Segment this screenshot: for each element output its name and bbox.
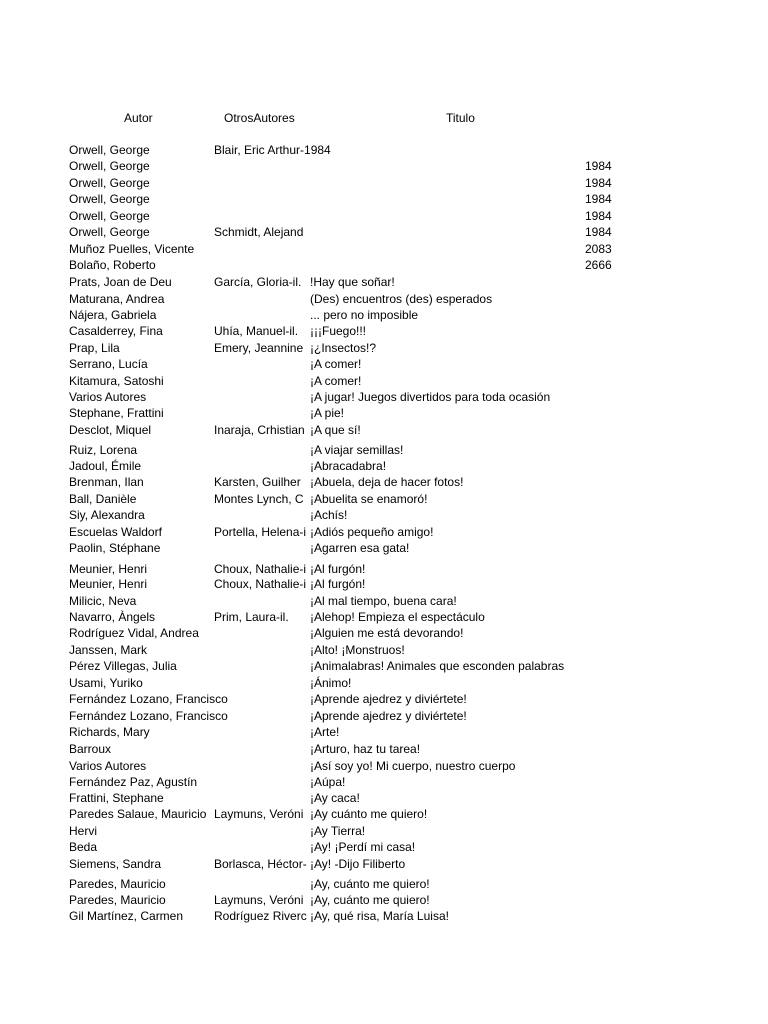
header-otros-autores: OtrosAutores — [224, 111, 295, 125]
cell-numero — [585, 876, 625, 892]
cell-numero — [585, 422, 625, 438]
cell-numero — [585, 576, 625, 592]
cell-autor: Hervi — [69, 824, 98, 838]
cell-otros-autores — [214, 158, 310, 174]
cell-titulo: !Hay que soñar! — [310, 275, 395, 289]
cell-autor: Beda — [69, 840, 98, 854]
cell-numero: 2083 — [585, 242, 612, 256]
cell-numero — [585, 708, 625, 724]
cell-autor: Rodríguez Vidal, Andrea — [69, 626, 199, 640]
cell-titulo: ... pero no imposible — [310, 308, 419, 322]
cell-autor: Orwell, George — [69, 225, 150, 239]
table-row — [0, 422, 768, 438]
cell-titulo: ¡Al furgón! — [310, 577, 366, 591]
cell-numero — [585, 389, 625, 405]
cell-autor: Kitamura, Satoshi — [69, 374, 164, 388]
cell-autor: Janssen, Mark — [69, 643, 148, 657]
cell-autor: Varios Autores — [69, 390, 147, 404]
cell-numero: 2666 — [585, 258, 612, 272]
cell-numero: 1984 — [585, 176, 612, 190]
cell-otros-autores — [214, 191, 310, 207]
table-row — [0, 340, 768, 356]
table-row — [0, 790, 768, 806]
table-row — [0, 274, 768, 290]
table-row — [0, 625, 768, 641]
cell-numero — [585, 609, 625, 625]
cell-titulo: ¡A que sí! — [310, 423, 361, 437]
table-row — [0, 708, 768, 724]
cell-autor: Siy, Alexandra — [69, 508, 145, 522]
table-row — [0, 241, 768, 257]
cell-autor: Gil Martínez, Carmen — [69, 909, 184, 923]
cell-otros-autores — [214, 774, 310, 790]
cell-numero — [585, 340, 625, 356]
cell-titulo: ¡Alto! ¡Monstruos! — [310, 643, 405, 657]
cell-titulo — [310, 191, 610, 207]
cell-titulo: ¡Alehop! Empieza el espectáculo — [310, 610, 485, 624]
cell-autor: Escuelas Waldorf — [69, 525, 162, 539]
cell-otros-autores: Choux, Nathalie-i — [214, 577, 307, 591]
cell-autor: Nájera, Gabriela — [69, 308, 157, 322]
cell-titulo: ¡Ay! -Dijo Filiberto — [310, 857, 406, 871]
cell-autor: Fernández Lozano, Francisco — [69, 709, 228, 723]
cell-autor: Fernández Lozano, Francisco — [69, 692, 228, 706]
cell-numero: 1984 — [585, 192, 612, 206]
cell-autor: Maturana, Andrea — [69, 292, 165, 306]
cell-numero: 1984 — [585, 225, 612, 239]
cell-titulo: ¡Aprende ajedrez y diviértete! — [310, 692, 467, 706]
table-row — [0, 758, 768, 774]
cell-titulo: ¡Arte! — [310, 725, 340, 739]
table-row — [0, 389, 768, 405]
cell-numero — [585, 524, 625, 540]
cell-autor: Usami, Yuriko — [69, 676, 143, 690]
cell-titulo — [310, 142, 610, 158]
table-row — [0, 876, 768, 892]
cell-autor: Muñoz Puelles, Vicente — [69, 242, 195, 256]
table-row — [0, 474, 768, 490]
cell-numero — [585, 356, 625, 372]
cell-titulo: ¡Ay, cuánto me quiero! — [310, 877, 430, 891]
header-autor: Autor — [124, 111, 153, 125]
cell-otros-autores — [214, 823, 310, 839]
cell-titulo: ¡Agarren esa gata! — [310, 541, 410, 555]
cell-numero: 1984 — [585, 159, 612, 173]
cell-autor: Bolaño, Roberto — [69, 258, 156, 272]
cell-otros-autores — [214, 291, 310, 307]
cell-otros-autores: Montes Lynch, C — [214, 492, 304, 506]
cell-autor: Ruiz, Lorena — [69, 443, 138, 457]
cell-numero — [585, 758, 625, 774]
cell-autor: Frattini, Stephane — [69, 791, 164, 805]
table-row — [0, 307, 768, 323]
cell-otros-autores — [214, 241, 310, 257]
cell-autor: Prap, Lila — [69, 341, 120, 355]
cell-titulo: ¡Aúpa! — [310, 775, 346, 789]
cell-numero — [585, 491, 625, 507]
cell-autor: Desclot, Miquel — [69, 423, 152, 437]
table-row — [0, 175, 768, 191]
cell-otros-autores — [214, 708, 310, 724]
cell-otros-autores: Portella, Helena-i — [214, 525, 307, 539]
table-row — [0, 561, 768, 577]
cell-autor: Orwell, George — [69, 176, 150, 190]
cell-autor: Orwell, George — [69, 159, 150, 173]
table-row — [0, 593, 768, 609]
cell-autor: Fernández Paz, Agustín — [69, 775, 198, 789]
cell-titulo: ¡Ay, cuánto me quiero! — [310, 893, 430, 907]
cell-numero — [585, 806, 625, 822]
cell-titulo: ¡Ay! ¡Perdí mi casa! — [310, 840, 416, 854]
table-row — [0, 373, 768, 389]
cell-autor: Paredes Salaue, Mauricio — [69, 807, 207, 821]
table-row — [0, 839, 768, 855]
cell-titulo: ¡Ay, qué risa, María Luisa! — [310, 909, 449, 923]
cell-otros-autores: Laymuns, Veróni — [214, 807, 304, 821]
cell-autor: Paredes, Mauricio — [69, 893, 166, 907]
cell-numero — [585, 675, 625, 691]
table-row — [0, 642, 768, 658]
cell-autor: Navarro, Àngels — [69, 610, 156, 624]
cell-numero — [585, 142, 625, 158]
cell-numero — [585, 823, 625, 839]
cell-otros-autores — [214, 724, 310, 740]
cell-numero — [585, 373, 625, 389]
cell-numero — [585, 856, 625, 872]
table-row — [0, 191, 768, 207]
cell-titulo: ¡Adiós pequeño amigo! — [310, 525, 434, 539]
table-row — [0, 658, 768, 674]
cell-numero — [585, 507, 625, 523]
cell-titulo: ¡Ánimo! — [310, 676, 352, 690]
cell-autor: Prats, Joan de Deu — [69, 275, 172, 289]
cell-otros-autores — [214, 307, 310, 323]
cell-autor: Barroux — [69, 742, 112, 756]
cell-autor: Jadoul, Émile — [69, 459, 142, 473]
cell-titulo: ¡A pie! — [310, 406, 345, 420]
cell-autor: Brenman, Ilan — [69, 475, 144, 489]
cell-otros-autores: Inaraja, Crhistian — [214, 423, 305, 437]
table-row — [0, 609, 768, 625]
table-row — [0, 774, 768, 790]
cell-numero — [585, 774, 625, 790]
cell-numero — [585, 540, 625, 556]
cell-otros-autores — [214, 458, 310, 474]
cell-titulo: ¡A comer! — [310, 374, 362, 388]
cell-autor: Serrano, Lucía — [69, 357, 148, 371]
cell-numero — [585, 307, 625, 323]
cell-otros-autores: Karsten, Guilher — [214, 475, 301, 489]
cell-numero — [585, 442, 625, 458]
cell-numero — [585, 291, 625, 307]
table-row — [0, 442, 768, 458]
cell-otros-autores: Prim, Laura-il. — [214, 610, 289, 624]
cell-otros-autores — [214, 758, 310, 774]
cell-otros-autores — [214, 389, 310, 405]
cell-autor: Meunier, Henri — [69, 562, 148, 576]
table-row — [0, 741, 768, 757]
cell-otros-autores: Rodríguez Riverc — [214, 909, 307, 923]
cell-titulo — [310, 158, 610, 174]
cell-numero — [585, 642, 625, 658]
table-row — [0, 823, 768, 839]
cell-titulo: ¡Abuelita se enamoró! — [310, 492, 428, 506]
table-row — [0, 491, 768, 507]
table-row — [0, 507, 768, 523]
cell-otros-autores — [214, 405, 310, 421]
cell-otros-autores — [214, 675, 310, 691]
cell-numero — [585, 724, 625, 740]
cell-titulo — [310, 175, 610, 191]
cell-titulo — [310, 224, 610, 240]
cell-otros-autores — [214, 507, 310, 523]
table-row — [0, 806, 768, 822]
cell-titulo: ¡Abuela, deja de hacer fotos! — [310, 475, 464, 489]
cell-numero — [585, 741, 625, 757]
cell-numero — [585, 625, 625, 641]
table-row — [0, 908, 768, 924]
cell-autor: Paolin, Stéphane — [69, 541, 161, 555]
cell-titulo: ¡Al mal tiempo, buena cara! — [310, 594, 457, 608]
table-row — [0, 691, 768, 707]
cell-otros-autores: Borlasca, Héctor- — [214, 857, 307, 871]
table-row — [0, 524, 768, 540]
cell-autor: Meunier, Henri — [69, 577, 148, 591]
cell-titulo — [310, 208, 610, 224]
table-row — [0, 158, 768, 174]
cell-numero — [585, 839, 625, 855]
cell-titulo: ¡Ay cuánto me quiero! — [310, 807, 428, 821]
cell-otros-autores — [214, 175, 310, 191]
table-row — [0, 142, 768, 158]
table-row — [0, 675, 768, 691]
cell-titulo: ¡A viajar semillas! — [310, 443, 404, 457]
cell-titulo: ¡Abracadabra! — [310, 459, 387, 473]
table-row — [0, 291, 768, 307]
cell-titulo: ¡Ay Tierra! — [310, 824, 366, 838]
cell-otros-autores — [214, 642, 310, 658]
table-row — [0, 458, 768, 474]
cell-numero — [585, 908, 625, 924]
table-row — [0, 576, 768, 592]
cell-numero — [585, 892, 625, 908]
table-row — [0, 224, 768, 240]
cell-otros-autores: Schmidt, Alejand — [214, 225, 304, 239]
cell-autor: Orwell, George — [69, 143, 150, 157]
table-row — [0, 856, 768, 872]
cell-numero — [585, 658, 625, 674]
cell-otros-autores — [214, 373, 310, 389]
cell-otros-autores — [214, 257, 310, 273]
cell-otros-autores — [214, 208, 310, 224]
cell-titulo — [310, 241, 610, 257]
cell-numero — [585, 790, 625, 806]
cell-autor: Paredes, Mauricio — [69, 877, 166, 891]
table-row — [0, 892, 768, 908]
cell-otros-autores — [214, 876, 310, 892]
cell-autor: Orwell, George — [69, 192, 150, 206]
cell-otros-autores: Laymuns, Veróni — [214, 893, 304, 907]
cell-titulo: ¡Arturo, haz tu tarea! — [310, 742, 421, 756]
cell-titulo: ¡A jugar! Juegos divertidos para toda ocasión — [310, 390, 551, 404]
cell-otros-autores — [214, 658, 310, 674]
cell-otros-autores — [214, 741, 310, 757]
cell-numero — [585, 691, 625, 707]
cell-otros-autores: García, Gloria-il. — [214, 275, 302, 289]
cell-numero — [585, 323, 625, 339]
cell-titulo: ¡¡¡Fuego!!! — [310, 324, 367, 338]
cell-otros-autores: Emery, Jeannine — [214, 341, 304, 355]
table-row — [0, 540, 768, 556]
cell-titulo: ¡A comer! — [310, 357, 362, 371]
cell-autor: Stephane, Frattini — [69, 406, 164, 420]
cell-otros-autores: Choux, Nathalie-i — [214, 562, 307, 576]
cell-titulo: ¡Achís! — [310, 508, 348, 522]
cell-otros-autores — [214, 442, 310, 458]
cell-autor: Ball, Danièle — [69, 492, 137, 506]
cell-autor: Casalderrey, Fina — [69, 324, 163, 338]
cell-otros-autores — [214, 790, 310, 806]
cell-otros-autores: Uhía, Manuel-il. — [214, 324, 299, 338]
table-row — [0, 257, 768, 273]
cell-numero — [585, 474, 625, 490]
cell-otros-autores — [214, 839, 310, 855]
cell-autor: Pérez Villegas, Julia — [69, 659, 177, 673]
cell-titulo: ¡Animalabras! Animales que esconden palabras — [310, 659, 565, 673]
cell-numero — [585, 593, 625, 609]
cell-autor: Orwell, George — [69, 209, 150, 223]
cell-titulo: ¡Al furgón! — [310, 562, 366, 576]
cell-autor: Milicic, Neva — [69, 594, 137, 608]
cell-otros-autores — [214, 625, 310, 641]
header-titulo: Titulo — [446, 111, 475, 125]
cell-titulo: ¡Ay caca! — [310, 791, 360, 805]
cell-titulo: ¡Alguien me está devorando! — [310, 626, 464, 640]
cell-titulo: ¡Así soy yo! Mi cuerpo, nuestro cuerpo — [310, 759, 516, 773]
cell-autor: Richards, Mary — [69, 725, 150, 739]
cell-otros-autores — [214, 593, 310, 609]
cell-numero — [585, 405, 625, 421]
cell-numero — [585, 274, 625, 290]
cell-titulo: (Des) encuentros (des) esperados — [310, 292, 493, 306]
cell-otros-autores: Blair, Eric Arthur-1984 — [214, 143, 331, 157]
table-row — [0, 356, 768, 372]
cell-autor: Siemens, Sandra — [69, 857, 162, 871]
cell-numero: 1984 — [585, 209, 612, 223]
cell-otros-autores — [214, 356, 310, 372]
cell-titulo: ¡¿Insectos!? — [310, 341, 377, 355]
cell-titulo — [310, 257, 610, 273]
cell-numero — [585, 561, 625, 577]
cell-otros-autores — [214, 540, 310, 556]
table-row — [0, 208, 768, 224]
table-row — [0, 724, 768, 740]
cell-titulo: ¡Aprende ajedrez y diviértete! — [310, 709, 467, 723]
cell-otros-autores — [214, 691, 310, 707]
cell-numero — [585, 458, 625, 474]
cell-autor: Varios Autores — [69, 759, 147, 773]
table-row — [0, 323, 768, 339]
table-row — [0, 405, 768, 421]
